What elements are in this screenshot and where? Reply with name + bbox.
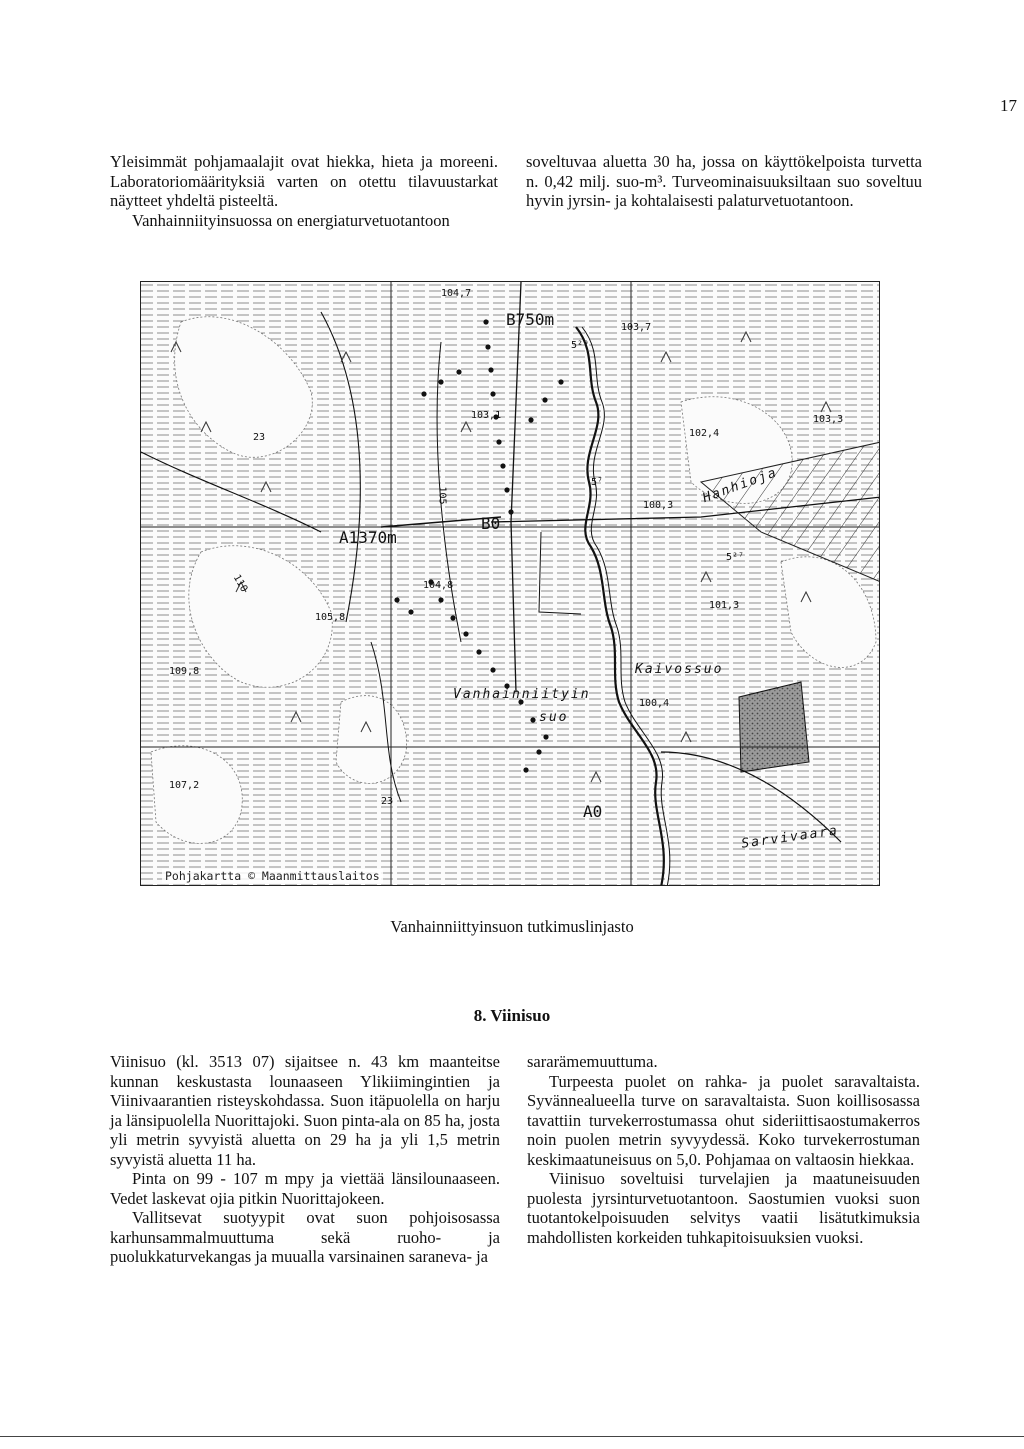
paragraph: Turpeesta puolet on rahka- ja puolet saravaltaista. Syvännealueella turve on saravaltaista. Suon koillisosassa tavattiin turvekerrostumassa ohut sideriittisaostumakerros noin puolen metrin syvyydessä. Koko turvekerrostuman keskimaatuneisuus on 5,0. Pohjamaa on valtaosin hiekkaa. [527,1071,920,1169]
paragraph: soveltuvaa aluetta 30 ha, jossa on käyttökelpoista turvetta n. 0,42 milj. suo-m³. Turveominaisuuksiltaan suo soveltuu hyvin jyrsin- ja kohtalaisesti palaturvetuotantoon. [526,152,922,210]
top-left-column [110,152,498,230]
bog-name-label: Kaivossuo [635,662,724,677]
hill-name-label: Sarvivaara [740,823,840,852]
elevation-label: 105,8 [315,612,346,623]
survey-line-label: B750m [506,310,555,329]
elevation-label: 107,2 [169,780,200,791]
elevation-label: 109,8 [169,666,200,677]
bog-name-label: Vanhainniityin [453,687,591,702]
paragraph: sararämemuuttuma. [527,1052,658,1071]
elevation-label: 104,7 [441,288,472,299]
elevation-label: 104,8 [423,580,454,591]
map-caption: Vanhainniittyinsuon tutkimuslinjasto [390,917,634,936]
map-drawing [141,282,880,886]
paragraph: Yleisimmät pohjamaalajit ovat hiekka, hieta ja moreeni. Laboratoriomäärityksiä varten on otettu tilavuustarkat näytteet yhdeltä pisteeltä. [110,152,498,210]
paragraph: Viinisuo (kl. 3513 07) sijaitsee n. 43 km maanteitse kunnan keskustasta lounaaseen Ylikiimingintien ja Viinivaarantien risteyskohdassa. Suon itäpuolella on harju ja länsipuolella Nuorittajoki. Suon pinta-ala on 85 ha, josta yli metrin syvyistä aluetta on 29 ha ja yli 1,5 metrin syvyistä aluetta 11 ha. [110,1052,500,1169]
contour-label: 110 [230,572,250,595]
survey-line-label: A1370m [339,528,397,547]
peat-depth-label: 5²⁷ [726,552,745,563]
paragraph: Vanhainniityinsuossa on energiaturvetuotantoon [132,210,450,230]
elevation-label: 100,3 [643,500,674,511]
peat-depth-label: 5²⁹ [571,340,590,351]
elevation-label: 100,4 [639,698,670,709]
top-right-column [526,152,922,211]
stream-name-label: Hanhioja [700,465,780,506]
elevation-label: 102,4 [689,428,720,439]
peat-depth-label: 5⁷ [591,477,604,488]
paragraph: Pinta on 99 - 107 m mpy ja viettää länsilounaaseen. Vedet laskevat ojia pitkin Nuorittajokeen. [110,1169,500,1208]
elevation-label: 103,1 [471,410,502,421]
elevation-label: 101,3 [709,600,740,611]
survey-line-label: A0 [583,802,603,821]
elevation-label: 103,3 [813,414,844,425]
footer-rule [0,1436,1024,1437]
map-credit: Pohjakartta © Maanmittauslaitos [162,869,383,883]
elevation-label: 103,7 [621,322,652,333]
section-title: 8. Viinisuo [473,1006,551,1025]
contour-label: 23 [381,796,394,807]
contour-label: 23 [253,432,266,443]
bog-name-label: suo [539,710,569,725]
bottom-right-column [527,1052,920,1247]
elevation-label: 105 [436,486,448,505]
survey-line-map [140,281,880,886]
paragraph: Viinisuo soveltuisi turvelajien ja maatuneisuuden puolesta jyrsinturvetuotantoon. Saostumien vuoksi suon tuotantokelpoisuuden selvitys vaatii lisätutkimuksia mahdollisten korkeiden tuhkapitoisuuksien vuoksi. [527,1169,920,1247]
paragraph: Vallitsevat suotyypit ovat suon pohjoisosassa karhunsammalmuuttuma sekä ruoho- ja puolukkaturvekangas ja muualla varsinainen saraneva- ja [110,1208,500,1266]
page-number: 17 [1000,96,1017,115]
bottom-left-column [110,1052,500,1267]
survey-line-label: B0 [481,514,501,533]
